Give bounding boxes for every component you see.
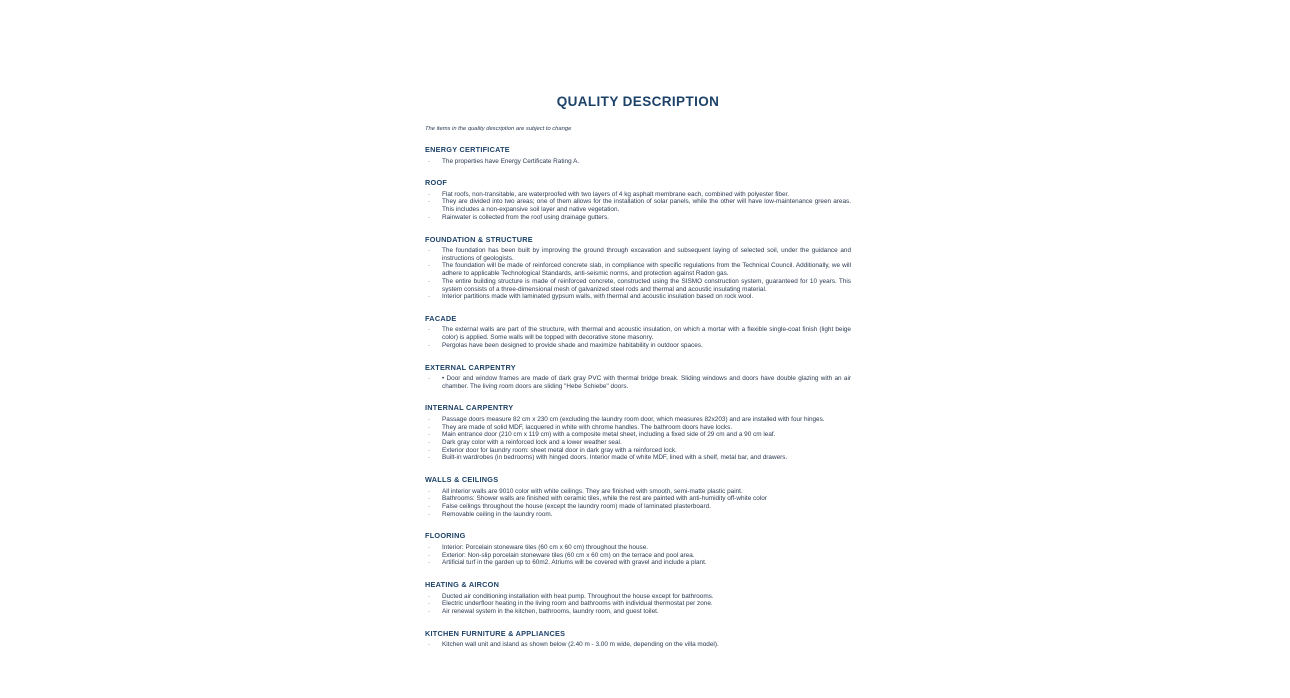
bullet-dash-icon: -: [428, 341, 431, 349]
bullet-dash-icon: -: [428, 431, 431, 439]
bullet-item: [425, 416, 851, 424]
bullet-text: Rainwater is collected from the roof using drainage gutters.: [442, 213, 609, 221]
bullet-item: [425, 262, 851, 277]
section-heading: FLOORING: [425, 531, 466, 541]
bullet-text: Exterior door for laundry room: sheet metal door in dark gray with a reinforced lock.: [442, 446, 677, 454]
bullet-text: Passage doors measure 82 cm x 230 cm (excluding the laundry room door, which measures 82x203) and are installed with four hinges.: [442, 415, 825, 423]
bullet-item: [425, 511, 851, 519]
section: [425, 531, 851, 567]
sections-container: [425, 145, 851, 649]
bullet-dash-icon: -: [428, 446, 431, 454]
bullet-text: Electric underfloor heating in the living room and bathrooms with individual thermostat per zone.: [442, 600, 713, 608]
bullet-text: Air renewal system in the kitchen, bathrooms, laundry room, and guest toilet.: [442, 608, 659, 615]
bullet-dash-icon: -: [428, 213, 431, 221]
bullet-item: [425, 503, 851, 511]
bullet-dash-icon: -: [428, 487, 431, 495]
bullet-item: [425, 439, 851, 447]
section: [425, 235, 851, 301]
bullet-dash-icon: -: [428, 262, 431, 270]
bullet-dash-icon: -: [428, 543, 431, 551]
section-heading: WALLS & CEILINGS: [425, 475, 499, 485]
bullet-dash-icon: -: [428, 423, 431, 431]
section-heading: HEATING & AIRCON: [425, 580, 500, 590]
bullet-item: [425, 488, 851, 496]
bullet-item: [425, 326, 851, 341]
bullet-text: False ceilings throughout the house (except the laundry room) made of laminated plasterboard.: [442, 503, 711, 511]
section-bullets: [425, 247, 851, 301]
bullet-dash-icon: -: [428, 592, 431, 600]
section: [425, 145, 851, 165]
bullet-text: Built-in wardrobes (in bedrooms) with hinged doors. Interior made of white MDF, lined with a shelf, metal bar, and drawers.: [442, 454, 788, 462]
bullet-dash-icon: -: [428, 375, 431, 383]
bullet-item: [425, 559, 851, 567]
section-bullets: [425, 158, 851, 166]
bullet-text: Dark gray color with a reinforced lock and a lower weather seal.: [442, 439, 622, 447]
bullet-dash-icon: -: [428, 293, 431, 301]
bullet-item: [425, 600, 851, 608]
section-heading: ROOF: [425, 178, 448, 188]
section-bullets: [425, 641, 851, 649]
bullet-dash-icon: -: [428, 600, 431, 608]
bullet-text: Flat roofs, non-transitable, are waterproofed with two layers of 4 kg asphalt membrane each, combined with polyester fiber.: [442, 190, 790, 198]
bullet-item: [425, 495, 851, 503]
bullet-text: They are made of solid MDF, lacquered in white with chrome handles. The bathroom doors have locks.: [442, 423, 733, 431]
section: [425, 403, 851, 462]
bullet-item: [425, 431, 851, 439]
bullet-dash-icon: -: [428, 439, 431, 447]
bullet-dash-icon: -: [428, 510, 431, 518]
disclaimer-note: The items in the quality description are subject to change: [425, 126, 572, 132]
section-heading: FACADE: [425, 313, 457, 323]
bullet-item: [425, 293, 851, 301]
document-page: [425, 94, 851, 649]
bullet-text: All interior walls are 9010 color with white ceilings. They are finished with smooth, semi-matte plastic paint.: [442, 487, 743, 495]
section: [425, 363, 851, 391]
bullet-dash-icon: -: [428, 277, 431, 285]
bullet-dash-icon: -: [428, 326, 431, 334]
bullet-text: Exterior: Non-slip porcelain stoneware tiles (60 cm x 60 cm) on the terrace and pool area.: [442, 551, 695, 559]
section: [425, 629, 851, 649]
bullet-dash-icon: -: [428, 551, 431, 559]
bullet-text: The foundation will be made of reinforced concrete slab, in compliance with specific regulations from the Technical Council. Additionally, we will adhere to applicable Technological Standards, anti-seismic norms, and protection against Radon gas.: [442, 262, 851, 278]
section-bullets: [425, 375, 851, 390]
section: [425, 178, 851, 221]
bullet-text: Ducted air conditioning installation with heat pump. Throughout the house except for bathrooms.: [442, 592, 714, 600]
bullet-text: The foundation has been built by improving the ground through excavation and subsequent laying of selected soil, under the guidance and instructions of geologists.: [442, 247, 851, 262]
bullet-item: [425, 593, 851, 601]
bullet-dash-icon: -: [428, 503, 431, 511]
bullet-item: [425, 191, 851, 199]
section-heading: KITCHEN FURNITURE & APPLIANCES: [425, 628, 566, 638]
bullet-text: Interior partitions made with laminated gypsum walls, with thermal and acoustic insulation based on rock wool.: [442, 293, 754, 301]
bullet-text: Removable ceiling in the laundry room.: [442, 510, 553, 518]
bullet-dash-icon: -: [428, 190, 431, 198]
bullet-item: [425, 214, 851, 222]
bullet-dash-icon: -: [428, 415, 431, 423]
bullet-dash-icon: -: [428, 608, 431, 615]
bullet-item: [425, 375, 851, 390]
bullet-dash-icon: -: [428, 559, 431, 567]
section-bullets: [425, 416, 851, 462]
bullet-item: [425, 158, 851, 166]
section-bullets: [425, 326, 851, 349]
bullet-text: Artificial turf in the garden up to 60m2. Atriums will be covered with gravel and include a plant.: [442, 559, 707, 567]
bullet-item: [425, 454, 851, 462]
bullet-dash-icon: -: [428, 495, 431, 503]
section-bullets: [425, 191, 851, 222]
bullet-item: [425, 342, 851, 350]
bullet-item: [425, 552, 851, 560]
bullet-text: They are divided into two areas; one of them allows for the installation of solar panels, while the other will have low-maintenance green areas. This includes a non-expansive soil layer and native vegetation.: [442, 198, 851, 214]
section: [425, 475, 851, 518]
bullet-text: Kitchen wall unit and island as shown below (2.40 m - 3.00 m wide, depending on the villa model).: [442, 641, 719, 649]
bullet-text: The external walls are part of the structure, with thermal and acoustic insulation, on which a mortar with a flexible single-coat finish (light beige color) is applied. Some walls will be topped with decorative stone masonry.: [442, 326, 851, 342]
section: [425, 580, 851, 616]
bullet-dash-icon: -: [428, 454, 431, 462]
section-bullets: [425, 593, 851, 616]
bullet-item: [425, 544, 851, 552]
bullet-item: [425, 278, 851, 293]
section-bullets: [425, 544, 851, 567]
section-heading: INTERNAL CARPENTRY: [425, 403, 514, 413]
bullet-text: The properties have Energy Certificate Rating A.: [442, 157, 580, 165]
bullet-item: [425, 447, 851, 455]
bullet-item: [425, 198, 851, 213]
bullet-item: [425, 247, 851, 262]
page-title: QUALITY DESCRIPTION: [556, 94, 720, 109]
bullet-text: Pergolas have been designed to provide shade and maximize habitability in outdoor spaces.: [442, 341, 703, 349]
section-heading: ENERGY CERTIFICATE: [425, 145, 510, 154]
bullet-text: Main entrance door (210 cm x 119 cm) with a composite metal sheet, including a fixed side of 29 cm and a 90 cm leaf.: [442, 431, 776, 439]
bullet-dash-icon: -: [428, 198, 431, 206]
bullet-item: [425, 424, 851, 432]
bullet-dash-icon: -: [428, 247, 431, 255]
bullet-text: The entire building structure is made of reinforced concrete, constructed using the SISMO construction system, guaranteed for 10 years. This system consists of a three-dimensional mesh of galvanized steel rods and thermal and acoustic insulating material.: [442, 277, 851, 293]
bullet-item: [425, 641, 851, 649]
bullet-dash-icon: -: [428, 157, 431, 165]
bullet-dash-icon: -: [428, 641, 431, 649]
bullet-text: Bathrooms: Shower walls are finished with ceramic tiles, while the rest are painted with anti-humidity off-white color: [442, 495, 767, 503]
bullet-item: [425, 608, 851, 616]
bullet-text: Interior: Porcelain stoneware tiles (60 cm x 60 cm) throughout the house.: [442, 543, 649, 551]
bullet-text: • Door and window frames are made of dark gray PVC with thermal bridge break. Sliding windows and doors have double glazing with an air chamber. The living room doors are sliding "Hebe Schiebe" doors.: [442, 375, 851, 390]
section-bullets: [425, 488, 851, 519]
section-heading: FOUNDATION & STRUCTURE: [425, 234, 533, 244]
section: [425, 314, 851, 350]
section-heading: EXTERNAL CARPENTRY: [425, 362, 516, 372]
